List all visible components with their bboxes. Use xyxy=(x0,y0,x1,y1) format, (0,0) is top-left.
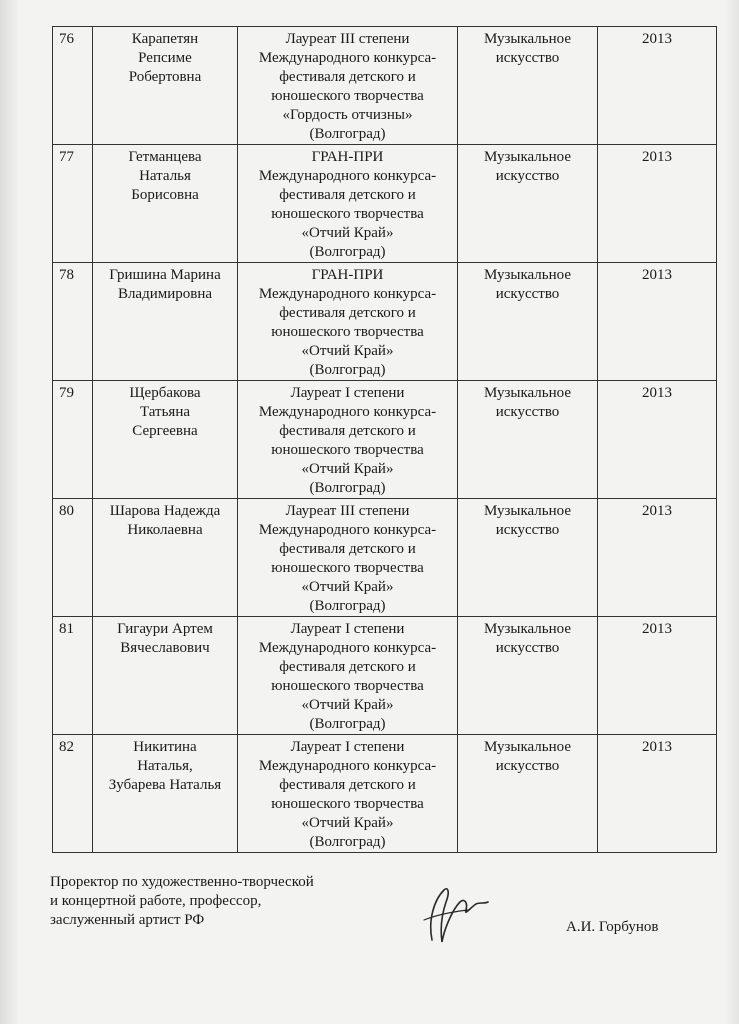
participant-name-line: Гигаури Артем xyxy=(117,621,213,637)
award-line: юношеского творчества xyxy=(271,324,424,340)
field-line: искусство xyxy=(495,404,560,420)
participant-name-line: Татьяна xyxy=(139,404,191,420)
award-line: «Отчий Край» xyxy=(301,343,394,359)
award-line: Международного конкурса- xyxy=(258,758,437,774)
row-number-cell: 80 xyxy=(53,499,93,617)
award-line: (Волгоград) xyxy=(309,362,386,378)
award-line: Лауреат I степени xyxy=(290,385,405,401)
award-cell xyxy=(238,617,458,735)
award-cell xyxy=(238,263,458,381)
participant-name-line: Гришина Марина xyxy=(109,267,221,283)
year-cell: 2013 xyxy=(598,27,717,145)
award-line: (Волгоград) xyxy=(309,716,386,732)
row-number-cell: 81 xyxy=(53,617,93,735)
participant-name-cell xyxy=(93,735,238,853)
row-number-cell: 79 xyxy=(53,381,93,499)
field-line: Музыкальное xyxy=(483,621,571,637)
award-line: «Отчий Край» xyxy=(301,461,394,477)
participant-name-cell xyxy=(93,617,238,735)
award-line: фестиваля детского и xyxy=(279,69,416,85)
field-cell xyxy=(458,499,598,617)
scan-edge-left xyxy=(0,0,18,1024)
award-line: юношеского творчества xyxy=(271,206,424,222)
award-line: Международного конкурса- xyxy=(258,168,437,184)
year-cell: 2013 xyxy=(598,617,717,735)
award-line: (Волгоград) xyxy=(309,834,386,850)
award-line: фестиваля детского и xyxy=(279,305,416,321)
year-cell: 2013 xyxy=(598,263,717,381)
award-line: «Отчий Край» xyxy=(301,225,394,241)
award-line: Лауреат I степени xyxy=(290,739,405,755)
participant-name-line: Владимировна xyxy=(117,286,213,302)
award-line: юношеского творчества xyxy=(271,88,424,104)
table-row xyxy=(53,27,717,145)
signatory-title-line: заслуженный артист РФ xyxy=(50,912,205,928)
table-row xyxy=(53,145,717,263)
table-row xyxy=(53,735,717,853)
award-cell xyxy=(238,381,458,499)
award-line: «Отчий Край» xyxy=(301,815,394,831)
award-line: Лауреат I степени xyxy=(290,621,405,637)
table-row xyxy=(53,617,717,735)
field-cell xyxy=(458,617,598,735)
participant-name-line: Зубарева Наталья xyxy=(108,777,222,793)
participant-name-line: Вячеславович xyxy=(120,640,210,656)
award-line: Международного конкурса- xyxy=(258,640,437,656)
scan-edge-right xyxy=(725,0,739,1024)
year-cell: 2013 xyxy=(598,735,717,853)
award-line: Международного конкурса- xyxy=(258,522,437,538)
award-cell xyxy=(238,27,458,145)
signatory-title xyxy=(50,873,380,930)
participant-name-cell xyxy=(93,499,238,617)
field-cell xyxy=(458,27,598,145)
field-line: искусство xyxy=(495,168,560,184)
table-row xyxy=(53,499,717,617)
award-cell xyxy=(238,499,458,617)
field-cell xyxy=(458,735,598,853)
award-line: Международного конкурса- xyxy=(258,404,437,420)
field-line: искусство xyxy=(495,522,560,538)
award-line: «Гордость отчизны» xyxy=(282,107,413,123)
award-line: (Волгоград) xyxy=(309,126,386,142)
participant-name-line: Щербакова xyxy=(129,385,201,401)
field-line: искусство xyxy=(495,50,560,66)
award-line: (Волгоград) xyxy=(309,244,386,260)
participant-name-line: Шарова Надежда xyxy=(109,503,221,519)
row-number-cell: 77 xyxy=(53,145,93,263)
field-cell xyxy=(458,145,598,263)
award-line: юношеского творчества xyxy=(271,560,424,576)
table-row xyxy=(53,263,717,381)
field-cell xyxy=(458,381,598,499)
table-row xyxy=(53,381,717,499)
participant-name-line: Николаевна xyxy=(127,522,203,538)
award-line: «Отчий Край» xyxy=(301,579,394,595)
award-line: фестиваля детского и xyxy=(279,423,416,439)
field-line: Музыкальное xyxy=(483,149,571,165)
award-line: ГРАН-ПРИ xyxy=(311,267,384,283)
award-line: (Волгоград) xyxy=(309,480,386,496)
award-line: Лауреат III степени xyxy=(285,31,410,47)
awards-table xyxy=(52,26,717,853)
participant-name-line: Борисовна xyxy=(131,187,199,203)
award-line: фестиваля детского и xyxy=(279,659,416,675)
award-line: фестиваля детского и xyxy=(279,777,416,793)
award-line: фестиваля детского и xyxy=(279,541,416,557)
handwritten-signature xyxy=(410,880,490,950)
signer-name: А.И. Горбунов xyxy=(566,919,659,935)
field-line: Музыкальное xyxy=(483,385,571,401)
award-line: юношеского творчества xyxy=(271,442,424,458)
participant-name-line: Никитина xyxy=(133,739,197,755)
row-number-cell: 82 xyxy=(53,735,93,853)
participant-name-line: Сергеевна xyxy=(132,423,198,439)
participant-name-line: Наталья, xyxy=(137,758,193,774)
signatory-title-line: Проректор по художественно-творческой xyxy=(50,874,314,890)
award-line: ГРАН-ПРИ xyxy=(311,149,384,165)
award-line: Лауреат III степени xyxy=(285,503,410,519)
participant-name-cell xyxy=(93,381,238,499)
awards-table-body xyxy=(53,27,717,853)
award-line: Международного конкурса- xyxy=(258,50,437,66)
award-line: фестиваля детского и xyxy=(279,187,416,203)
year-cell: 2013 xyxy=(598,145,717,263)
participant-name-cell xyxy=(93,145,238,263)
participant-name-line: Гетманцева xyxy=(128,149,202,165)
row-number-cell: 76 xyxy=(53,27,93,145)
award-line: юношеского творчества xyxy=(271,796,424,812)
field-line: Музыкальное xyxy=(483,31,571,47)
field-line: Музыкальное xyxy=(483,739,571,755)
field-line: искусство xyxy=(495,640,560,656)
field-cell xyxy=(458,263,598,381)
award-line: Международного конкурса- xyxy=(258,286,437,302)
field-line: искусство xyxy=(495,758,560,774)
participant-name-line: Репсиме xyxy=(138,50,192,66)
row-number-cell: 78 xyxy=(53,263,93,381)
year-cell: 2013 xyxy=(598,381,717,499)
field-line: искусство xyxy=(495,286,560,302)
participant-name-line: Наталья xyxy=(139,168,191,184)
award-line: юношеского творчества xyxy=(271,678,424,694)
award-cell xyxy=(238,735,458,853)
year-cell: 2013 xyxy=(598,499,717,617)
signatory-title-line: и концертной работе, профессор, xyxy=(50,893,262,909)
award-cell xyxy=(238,145,458,263)
participant-name-line: Карапетян xyxy=(131,31,199,47)
participant-name-cell xyxy=(93,263,238,381)
participant-name-cell xyxy=(93,27,238,145)
field-line: Музыкальное xyxy=(483,503,571,519)
award-line: «Отчий Край» xyxy=(301,697,394,713)
award-line: (Волгоград) xyxy=(309,598,386,614)
participant-name-line: Робертовна xyxy=(128,69,202,85)
field-line: Музыкальное xyxy=(483,267,571,283)
